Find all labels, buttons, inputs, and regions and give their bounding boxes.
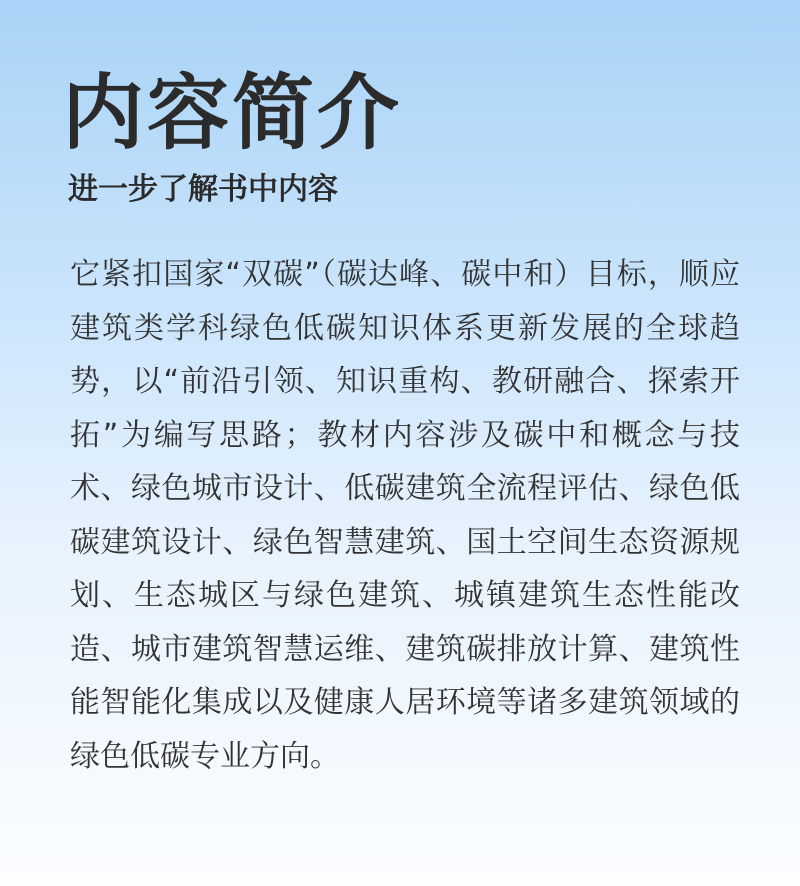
header-section [62, 66, 402, 210]
page-title: 内容简介 [62, 66, 403, 161]
intro-paragraph: 它紧扣国家“双碳”（碳达峰、碳中和）目标，顺应建筑类学科绿色低碳知识体系更新发展的全球趋势，以“前沿引领、知识重构、教研融合、探索开拓”为编写思路；教材内容涉及碳中和概念与技术、绿色城市设计、低碳建筑全流程评估、绿色低碳建筑设计、绿色智慧建筑、国土空间生态资源规划、生态城区与绿色建筑、城镇建筑生态性能改造、城市建筑智慧运维、建筑碳排放计算、建筑性能智能化集成以及健康人居环境等诸多建筑领域的绿色低碳专业方向。 [70, 257, 740, 774]
page-subtitle: 进一步了解书中内容 [68, 172, 338, 207]
